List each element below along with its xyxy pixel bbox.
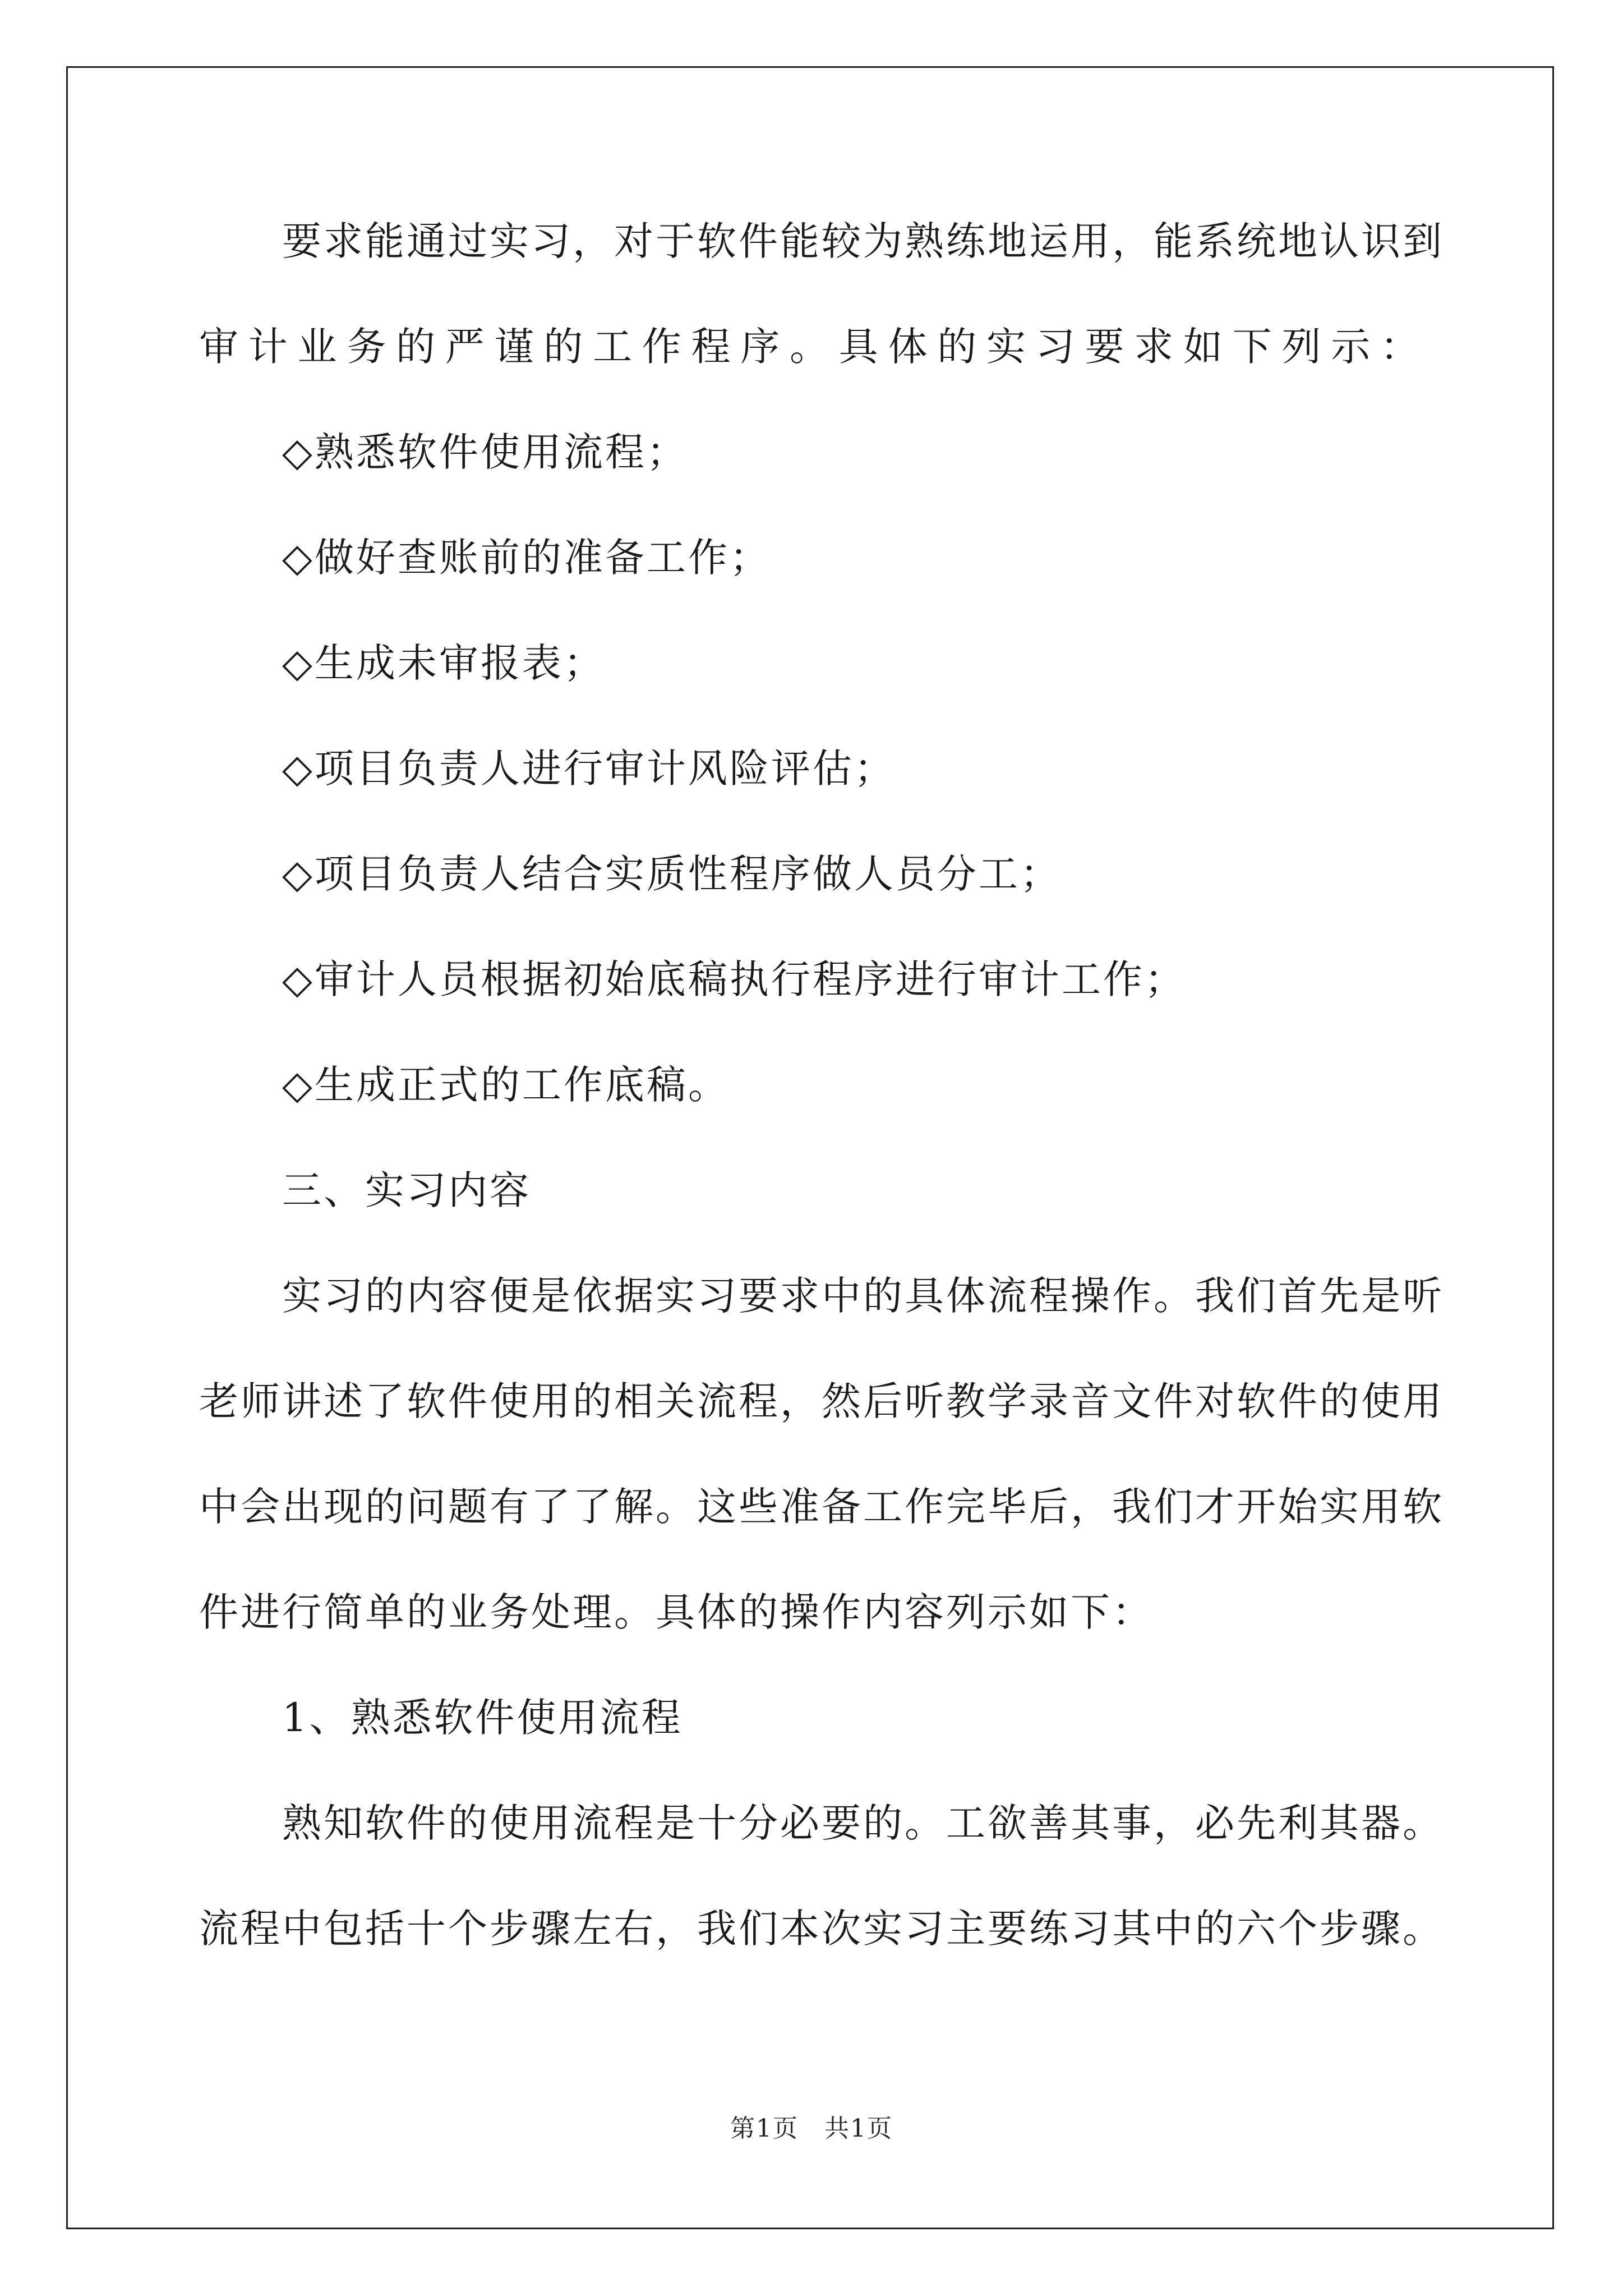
list-item: ◇做好查账前的准备工作； [282, 535, 771, 581]
paragraph-line: 流程中包括十个步骤左右，我们本次实习主要练习其中的六个步骤。 [199, 1906, 1444, 1952]
paragraph-line: 中会出现的问题有了了解。这些准备工作完毕后，我们才开始实用软 [199, 1484, 1444, 1530]
paragraph-line: 要求能通过实习，对于软件能较为熟练地运用，能系统地认识到 [282, 218, 1444, 264]
paragraph-line: 实习的内容便是依据实习要求中的具体流程操作。我们首先是听 [282, 1273, 1444, 1319]
list-item: ◇熟悉软件使用流程； [282, 429, 688, 475]
paragraph-line: 件进行简单的业务处理。具体的操作内容列示如下： [199, 1589, 1154, 1635]
list-item: ◇生成正式的工作底稿。 [282, 1062, 730, 1108]
list-item: ◇生成未审报表； [282, 640, 605, 686]
paragraph-line: 审计业务的严谨的工作程序。具体的实习要求如下列示： [199, 324, 1422, 370]
page-number: 第1页 共1页 [730, 2114, 893, 2143]
section-heading: 三、实习内容 [282, 1167, 531, 1213]
list-item: ◇项目负责人结合实质性程序做人员分工； [282, 851, 1062, 897]
subsection-heading: 1、熟悉软件使用流程 [282, 1695, 683, 1741]
paragraph-line: 熟知软件的使用流程是十分必要的。工欲善其事，必先利其器。 [282, 1800, 1444, 1846]
list-item: ◇审计人员根据初始底稿执行程序进行审计工作； [282, 956, 1186, 1002]
paragraph-line: 老师讲述了软件使用的相关流程，然后听教学录音文件对软件的使用 [199, 1378, 1444, 1424]
list-item: ◇项目负责人进行审计风险评估； [282, 746, 896, 792]
